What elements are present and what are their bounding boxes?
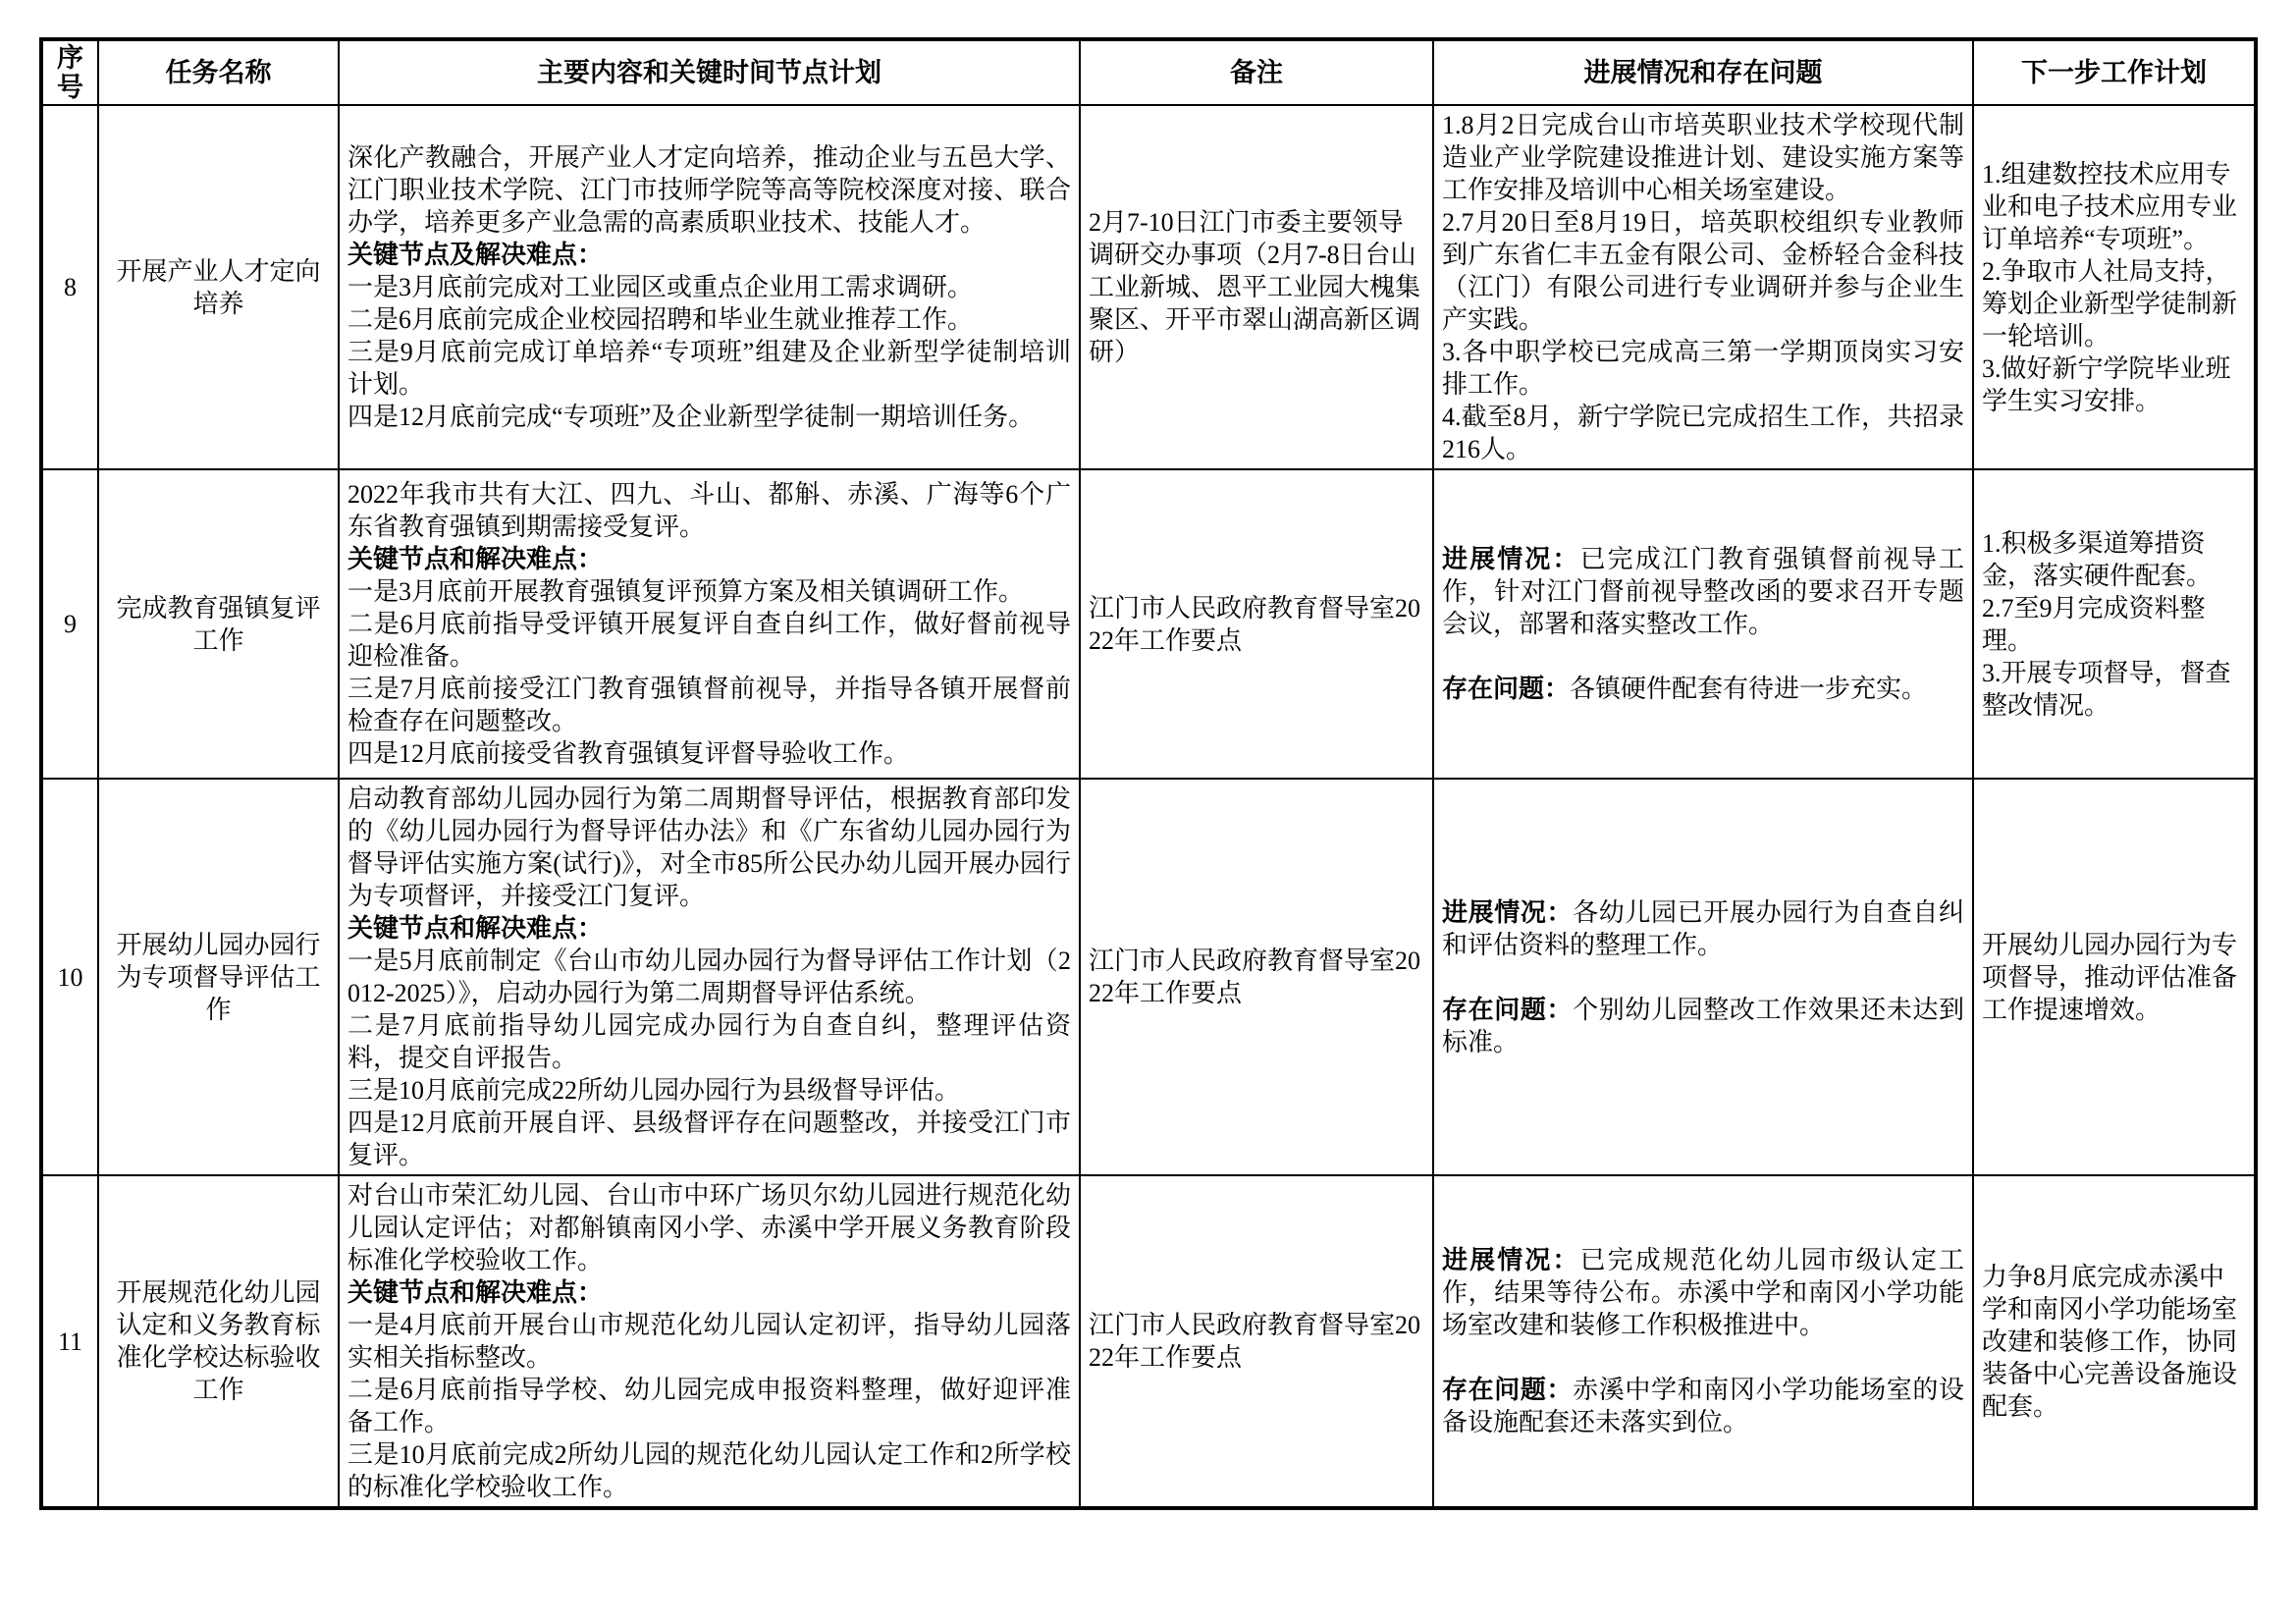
bold-label: 进展情况： xyxy=(1442,897,1574,927)
cell-task-name: 开展产业人才定向培养 xyxy=(98,105,339,469)
paragraph: 1.组建数控技术应用专业和电子技术应用专业订单培养“专项班”。 xyxy=(1982,159,2238,253)
table-row xyxy=(41,779,2256,1175)
labeled-paragraph xyxy=(347,912,1071,945)
paragraph: 三是7月底前接受江门教育强镇督前视导，并指导各镇开展督前检查存在问题整改。 xyxy=(347,675,1071,735)
labeled-paragraph: 进展情况：各幼儿园已开展办园行为自查自纠和评估资料的整理工作。 xyxy=(1442,897,1964,959)
header-row xyxy=(41,39,2256,105)
cell-remarks xyxy=(1080,1175,1433,1508)
paragraph: 2.7月20日至8月19日，培英职校组织专业教师到广东省仁丰五金有限公司、金桥轻合金科技（江门）有限公司进行专业调研并参与企业生产实践。 xyxy=(1442,208,1964,334)
cell-index: 8 xyxy=(41,105,98,469)
labeled-paragraph: 存在问题：个别幼儿园整改工作效果还未达到标准。 xyxy=(1442,995,1964,1056)
bold-label: 进展情况： xyxy=(1442,1246,1580,1274)
col-header-index: 序号 xyxy=(41,39,98,105)
paragraph: 3.做好新宁学院毕业班学生实习安排。 xyxy=(1982,353,2231,415)
paragraph: 二是7月底前指导幼儿园完成办园行为自查自纠，整理评估资料，提交自评报告。 xyxy=(347,1011,1071,1072)
col-header-remarks: 备注 xyxy=(1080,39,1433,105)
col-header-progress: 进展情况和存在问题 xyxy=(1433,39,1973,105)
paragraph: 3.开展专项督导，督查整改情况。 xyxy=(1982,658,2231,720)
labeled-paragraph xyxy=(347,1276,1071,1309)
bold-label: 关键节点和解决难点： xyxy=(347,1278,604,1307)
cell-next-steps xyxy=(1973,105,2256,469)
paragraph: 深化产教融合，开展产业人才定向培养，推动企业与五邑大学、江门职业技术学院、江门市技师学院等高等院校深度对接、联合办学，培养更多产业急需的高素质职业技术、技能人才。 xyxy=(347,143,1071,237)
table-row xyxy=(41,105,2256,469)
table-row xyxy=(41,1175,2256,1508)
labeled-paragraph xyxy=(347,239,1071,271)
paragraph: 二是6月底前指导受评镇开展复评自查自纠工作，做好督前视导迎检准备。 xyxy=(347,610,1071,671)
cell-next-steps xyxy=(1973,1175,2256,1508)
paragraph: 三是10月底前完成2所幼儿园的规范化幼儿园认定工作和2所学校的标准化学校验收工作。 xyxy=(347,1440,1071,1501)
paragraph: 二是6月底前指导学校、幼儿园完成申报资料整理，做好迎评准备工作。 xyxy=(347,1376,1071,1436)
cell-main-content xyxy=(339,105,1080,469)
bold-label: 关键节点和解决难点： xyxy=(347,914,604,943)
labeled-paragraph xyxy=(347,543,1071,575)
paragraph: 2022年我市共有大江、四九、斗山、都斛、赤溪、广海等6个广东省教育强镇到期需接受复评。 xyxy=(347,480,1071,541)
paragraph: 启动教育部幼儿园办园行为第二周期督导评估，根据教育部印发的《幼儿园办园行为督导评估办法》和《广东省幼儿园办园行为督导评估实施方案(试行)》，对全市85所公民办幼儿园开展办园行为专项督评，并接受江门复评。 xyxy=(347,785,1071,910)
paragraph: 2月7-10日江门市委主要领导调研交办事项（2月7-8日台山工业新城、恩平工业园大槐集聚区、开平市翠山湖高新区调研） xyxy=(1089,208,1421,366)
paragraph: 三是9月底前完成订单培养“专项班”组建及企业新型学徒制培训计划。 xyxy=(347,338,1071,399)
cell-next-steps xyxy=(1973,779,2256,1175)
paragraph: 4.截至8月，新宁学院已完成招生工作，共招录216人。 xyxy=(1442,403,1964,463)
col-header-task-name: 任务名称 xyxy=(98,39,339,105)
paragraph: 一是3月底前开展教育强镇复评预算方案及相关镇调研工作。 xyxy=(347,577,1025,606)
bold-label: 存在问题： xyxy=(1442,1376,1574,1404)
paragraph: 一是4月底前开展台山市规范化幼儿园认定初评，指导幼儿园落实相关指标整改。 xyxy=(347,1311,1071,1372)
paragraph: 四是12月底前接受省教育强镇复评督导验收工作。 xyxy=(347,739,910,768)
col-header-next-steps: 下一步工作计划 xyxy=(1973,39,2256,105)
paragraph: 四是12月底前完成“专项班”及企业新型学徒制一期培训任务。 xyxy=(347,403,1035,431)
paragraph: 一是5月底前制定《台山市幼儿园办园行为督导评估工作计划（2012-2025）》，启动办园行为第二周期督导评估系统。 xyxy=(347,947,1071,1007)
labeled-paragraph: 存在问题：各镇硬件配套有待进一步充实。 xyxy=(1442,675,1928,703)
cell-index: 9 xyxy=(41,469,98,779)
bold-label: 关键节点及解决难点： xyxy=(347,241,604,269)
labeled-paragraph: 进展情况：已完成规范化幼儿园市级认定工作，结果等待公布。赤溪中学和南冈小学功能场室改建和装修工作积极推进中。 xyxy=(1442,1246,1964,1339)
bold-label: 进展情况： xyxy=(1442,545,1580,573)
col-header-main-content: 主要内容和关键时间节点计划 xyxy=(339,39,1080,105)
paragraph: 三是10月底前完成22所幼儿园办园行为县级督导评估。 xyxy=(347,1076,961,1105)
paragraph: 1.8月2日完成台山市培英职业技术学校现代制造业产业学院建设推进计划、建设实施方案等工作安排及培训中心相关场室建设。 xyxy=(1442,111,1964,204)
cell-progress xyxy=(1433,469,1973,779)
cell-remarks xyxy=(1080,469,1433,779)
paragraph: 2.7至9月完成资料整理。 xyxy=(1982,593,2206,655)
cell-main-content xyxy=(339,469,1080,779)
paragraph: 江门市人民政府教育督导室2022年工作要点 xyxy=(1089,947,1421,1007)
cell-index: 11 xyxy=(41,1175,98,1508)
paragraph: 江门市人民政府教育督导室2022年工作要点 xyxy=(1089,593,1421,655)
cell-remarks xyxy=(1080,779,1433,1175)
cell-progress xyxy=(1433,105,1973,469)
labeled-paragraph: 进展情况：已完成江门教育强镇督前视导工作，针对江门督前视导整改函的要求召开专题会议，部署和落实整改工作。 xyxy=(1442,545,1964,638)
paragraph: 开展幼儿园办园行为专项督导，推动评估准备工作提速增效。 xyxy=(1982,930,2238,1024)
cell-remarks xyxy=(1080,105,1433,469)
labeled-paragraph: 存在问题：赤溪中学和南冈小学功能场室的设备设施配套还未落实到位。 xyxy=(1442,1376,1964,1436)
cell-main-content xyxy=(339,1175,1080,1508)
cell-progress xyxy=(1433,1175,1973,1508)
cell-index: 10 xyxy=(41,779,98,1175)
bold-label: 存在问题： xyxy=(1442,995,1574,1024)
bold-label: 关键节点和解决难点： xyxy=(347,545,604,573)
cell-next-steps xyxy=(1973,469,2256,779)
cell-task-name: 开展幼儿园办园行为专项督导评估工作 xyxy=(98,779,339,1175)
table-body xyxy=(41,105,2256,1508)
paragraph: 2.争取市人社局支持，筹划企业新型学徒制新一轮培训。 xyxy=(1982,256,2238,351)
paragraph: 二是6月底前完成企业校园招聘和毕业生就业推荐工作。 xyxy=(347,305,974,334)
cell-task-name: 开展规范化幼儿园认定和义务教育标准化学校达标验收工作 xyxy=(98,1175,339,1508)
paragraph: 一是3月底前完成对工业园区或重点企业用工需求调研。 xyxy=(347,273,974,301)
paragraph: 力争8月底完成赤溪中学和南冈小学功能场室改建和装修工作，协同装备中心完善设备施设配套。 xyxy=(1982,1262,2238,1421)
paragraph: 四是12月底前开展自评、县级督评存在问题整改，并接受江门市复评。 xyxy=(347,1109,1071,1169)
cell-main-content xyxy=(339,779,1080,1175)
paragraph: 对台山市荣汇幼儿园、台山市中环广场贝尔幼儿园进行规范化幼儿园认定评估；对都斛镇南冈小学、赤溪中学开展义务教育阶段标准化学校验收工作。 xyxy=(347,1181,1071,1274)
work-plan-table xyxy=(39,37,2258,1510)
bold-label: 存在问题： xyxy=(1442,675,1571,703)
paragraph: 1.积极多渠道筹措资金，落实硬件配套。 xyxy=(1982,528,2213,590)
paragraph: 江门市人民政府教育督导室2022年工作要点 xyxy=(1089,1311,1421,1372)
cell-task-name: 完成教育强镇复评工作 xyxy=(98,469,339,779)
table-row xyxy=(41,469,2256,779)
paragraph: 3.各中职学校已完成高三第一学期顶岗实习安排工作。 xyxy=(1442,338,1964,399)
cell-progress xyxy=(1433,779,1973,1175)
